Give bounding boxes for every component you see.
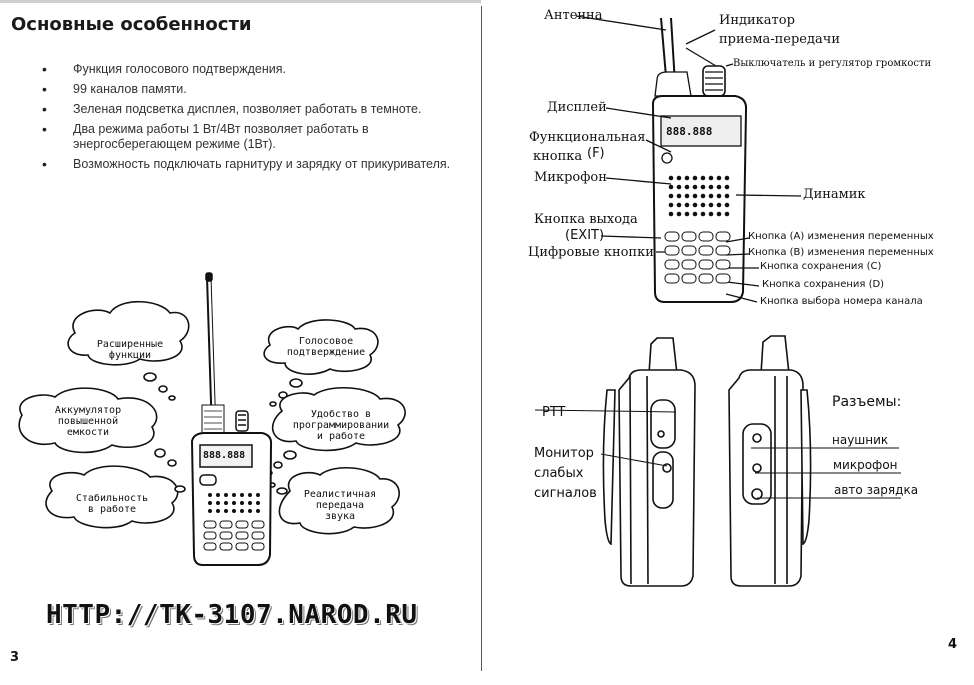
label-speaker: Динамик	[803, 187, 866, 202]
label-button-d: Кнопка сохранения (D)	[762, 279, 885, 290]
label-ptt: PTT	[542, 405, 566, 420]
label-mic-jack: микрофон	[833, 458, 898, 472]
website-link[interactable]: HTTP://TK-3107.NAROD.RU	[46, 600, 418, 630]
label-auto-charge: авто зарядка	[834, 483, 919, 497]
label-monitor-line2: слабых	[534, 466, 584, 481]
list-item: • 99 каналов памяти.	[40, 82, 470, 97]
label-button-c: Кнопка сохранения (C)	[760, 261, 882, 272]
label-function-key: (F)	[587, 146, 605, 161]
label-digit-buttons: Цифровые кнопки	[528, 245, 654, 260]
list-item: • Функция голосового подтверждения.	[40, 62, 470, 77]
list-item: • Зеленая подсветка дисплея, позволяет работать в темноте.	[40, 102, 470, 117]
label-display: Дисплей	[547, 100, 607, 115]
label-volume: Выключатель и регулятор громкости	[733, 58, 932, 69]
bubble-voice-confirmation: Голосовое подтверждение	[286, 336, 366, 358]
label-indicator: Индикатор	[719, 13, 795, 28]
list-item: • Два режима работы 1 Вт/4Вт позволяет работать в энергосберегающем режиме (1Вт).	[40, 122, 470, 152]
label-connectors: Разъемы:	[832, 394, 902, 410]
label-antenna: Антенна	[544, 8, 603, 23]
label-function-button: Функциональная	[529, 130, 646, 145]
bubble-battery: Аккумулятор повышенной емкости	[54, 405, 122, 438]
bubble-programming: Удобство в программировании и работе	[292, 409, 390, 442]
label-button-a: Кнопка (A) изменения переменных	[748, 231, 934, 242]
label-button-b: Кнопка (B) изменения переменных	[748, 247, 934, 258]
page-number: 4	[948, 637, 958, 652]
display-readout: 888.888	[203, 450, 246, 461]
page-number: 3	[10, 650, 20, 665]
bubble-advanced-functions: Расширенные функции	[96, 339, 164, 361]
page-top-edge	[0, 0, 481, 3]
label-exit-key: (EXIT)	[565, 228, 605, 243]
label-monitor: Монитор	[534, 446, 594, 461]
bubble-stability: Стабильность в работе	[75, 493, 149, 515]
label-exit-button: Кнопка выхода	[534, 212, 638, 227]
page-title: Основные особенности	[11, 14, 252, 35]
bubble-sound: Реалистичная передача звука	[303, 489, 377, 522]
label-monitor-line3: сигналов	[534, 486, 597, 501]
label-headphone: наушник	[832, 433, 889, 447]
label-microphone: Микрофон	[534, 170, 607, 185]
label-function-button-line2: кнопка	[533, 149, 583, 164]
label-indicator-line2: приема-передачи	[719, 32, 840, 47]
label-channel-button: Кнопка выбора номера канала	[760, 296, 923, 307]
list-item: • Возможность подключать гарнитуру и зарядку от прикуривателя.	[40, 157, 470, 172]
feature-list	[40, 62, 470, 177]
display-readout: 888.888	[666, 125, 713, 138]
